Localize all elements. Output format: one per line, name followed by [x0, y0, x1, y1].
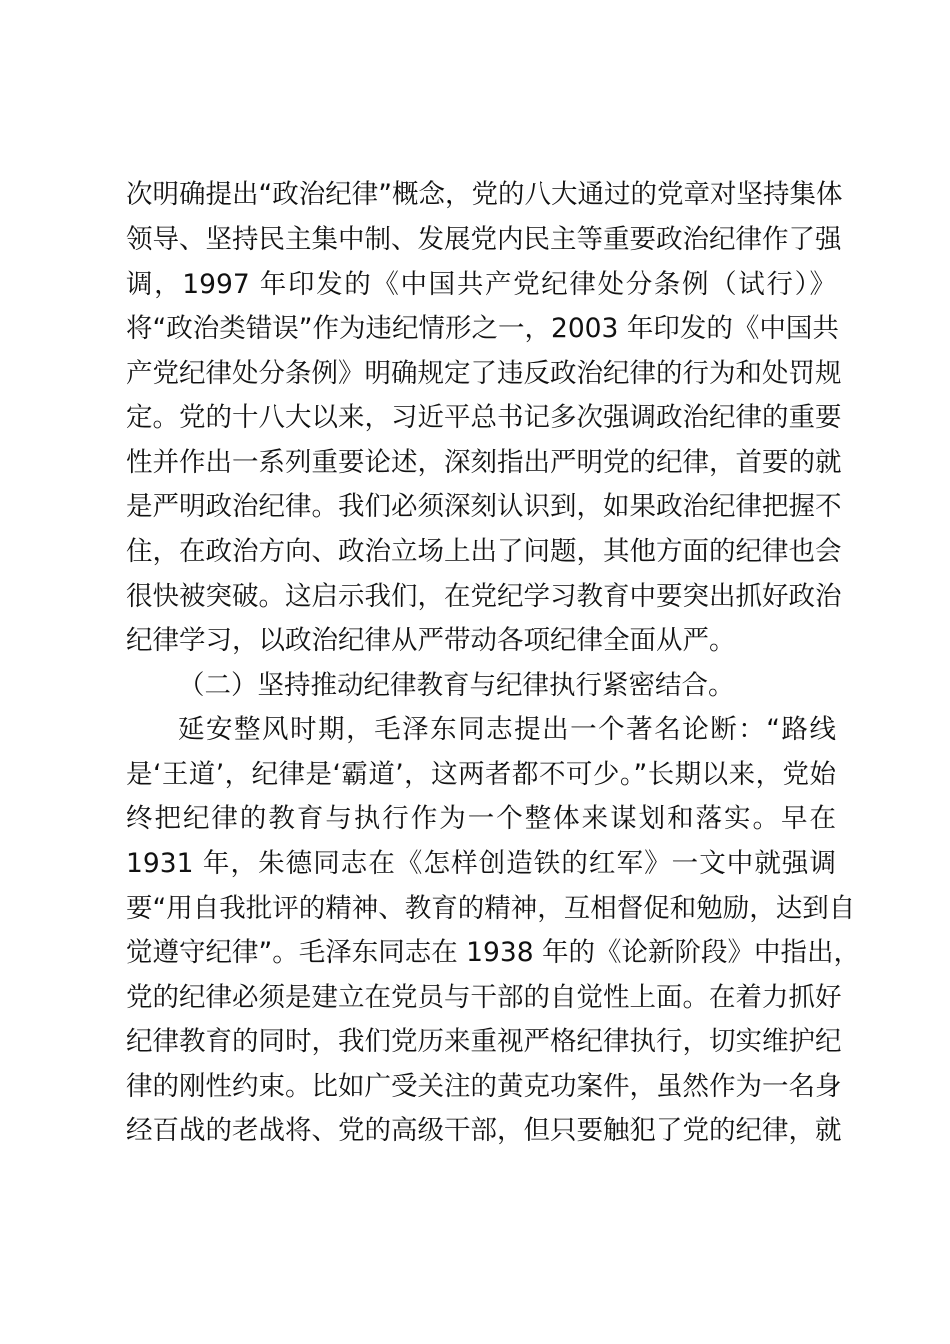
text-line: 性并作出一系列重要论述，深刻指出严明党的纪律，首要的就 — [126, 447, 842, 478]
section-heading: （二）坚持推动纪律教育与纪律执行紧密结合。 — [178, 670, 735, 701]
text-line: 是严明政治纪律。我们必须深刻认识到，如果政治纪律把握不 — [126, 491, 842, 522]
text-line: 住，在政治方向、政治立场上出了问题，其他方面的纪律也会 — [126, 536, 842, 567]
text-line: 次明确提出“政治纪律”概念，党的八大通过的党章对坚持集体 — [126, 179, 843, 210]
text-line: 经百战的老战将、党的高级干部，但只要触犯了党的纪律，就 — [126, 1115, 842, 1146]
text-line: 领导、坚持民主集中制、发展党内民主等重要政治纪律作了强 — [126, 224, 842, 255]
text-line: 是‘王道’，纪律是‘霸道’，这两者都不可少。”长期以来，党始 — [126, 759, 836, 790]
text-line: 调，1997 年印发的《中国共产党纪律处分条例（试行）》 — [126, 269, 836, 300]
text-line: 要“用自我批评的精神、教育的精神，互相督促和勉励，达到自 — [126, 893, 856, 924]
text-line: 很快被突破。这启示我们，在党纪学习教育中要突出抓好政治 — [126, 581, 842, 612]
text-line: 延安整风时期，毛泽东同志提出一个著名论断：“路线 — [178, 714, 836, 745]
text-line: 纪律教育的同时，我们党历来重视严格纪律执行，切实维护纪 — [126, 1026, 842, 1057]
text-line: 律的刚性约束。比如广受关注的黄克功案件，虽然作为一名身 — [126, 1071, 842, 1102]
text-line: 将“政治类错误”作为违纪情形之一，2003 年印发的《中国共 — [126, 313, 839, 344]
text-line: 定。党的十八大以来，习近平总书记多次强调政治纪律的重要 — [126, 402, 842, 433]
text-line: 终把纪律的教育与执行作为一个整体来谋划和落实。早在 — [126, 803, 836, 834]
text-line: 觉遵守纪律”。毛泽东同志在 1938 年的《论新阶段》中指出， — [126, 937, 861, 968]
text-line: 1931 年，朱德同志在《怎样创造铁的红军》一文中就强调 — [126, 848, 836, 879]
text-line: 产党纪律处分条例》明确规定了违反政治纪律的行为和处罚规 — [126, 358, 842, 389]
text-line: 纪律学习，以政治纪律从严带动各项纪律全面从严。 — [126, 625, 736, 656]
text-line: 党的纪律必须是建立在党员与干部的自觉性上面。在着力抓好 — [126, 982, 842, 1013]
